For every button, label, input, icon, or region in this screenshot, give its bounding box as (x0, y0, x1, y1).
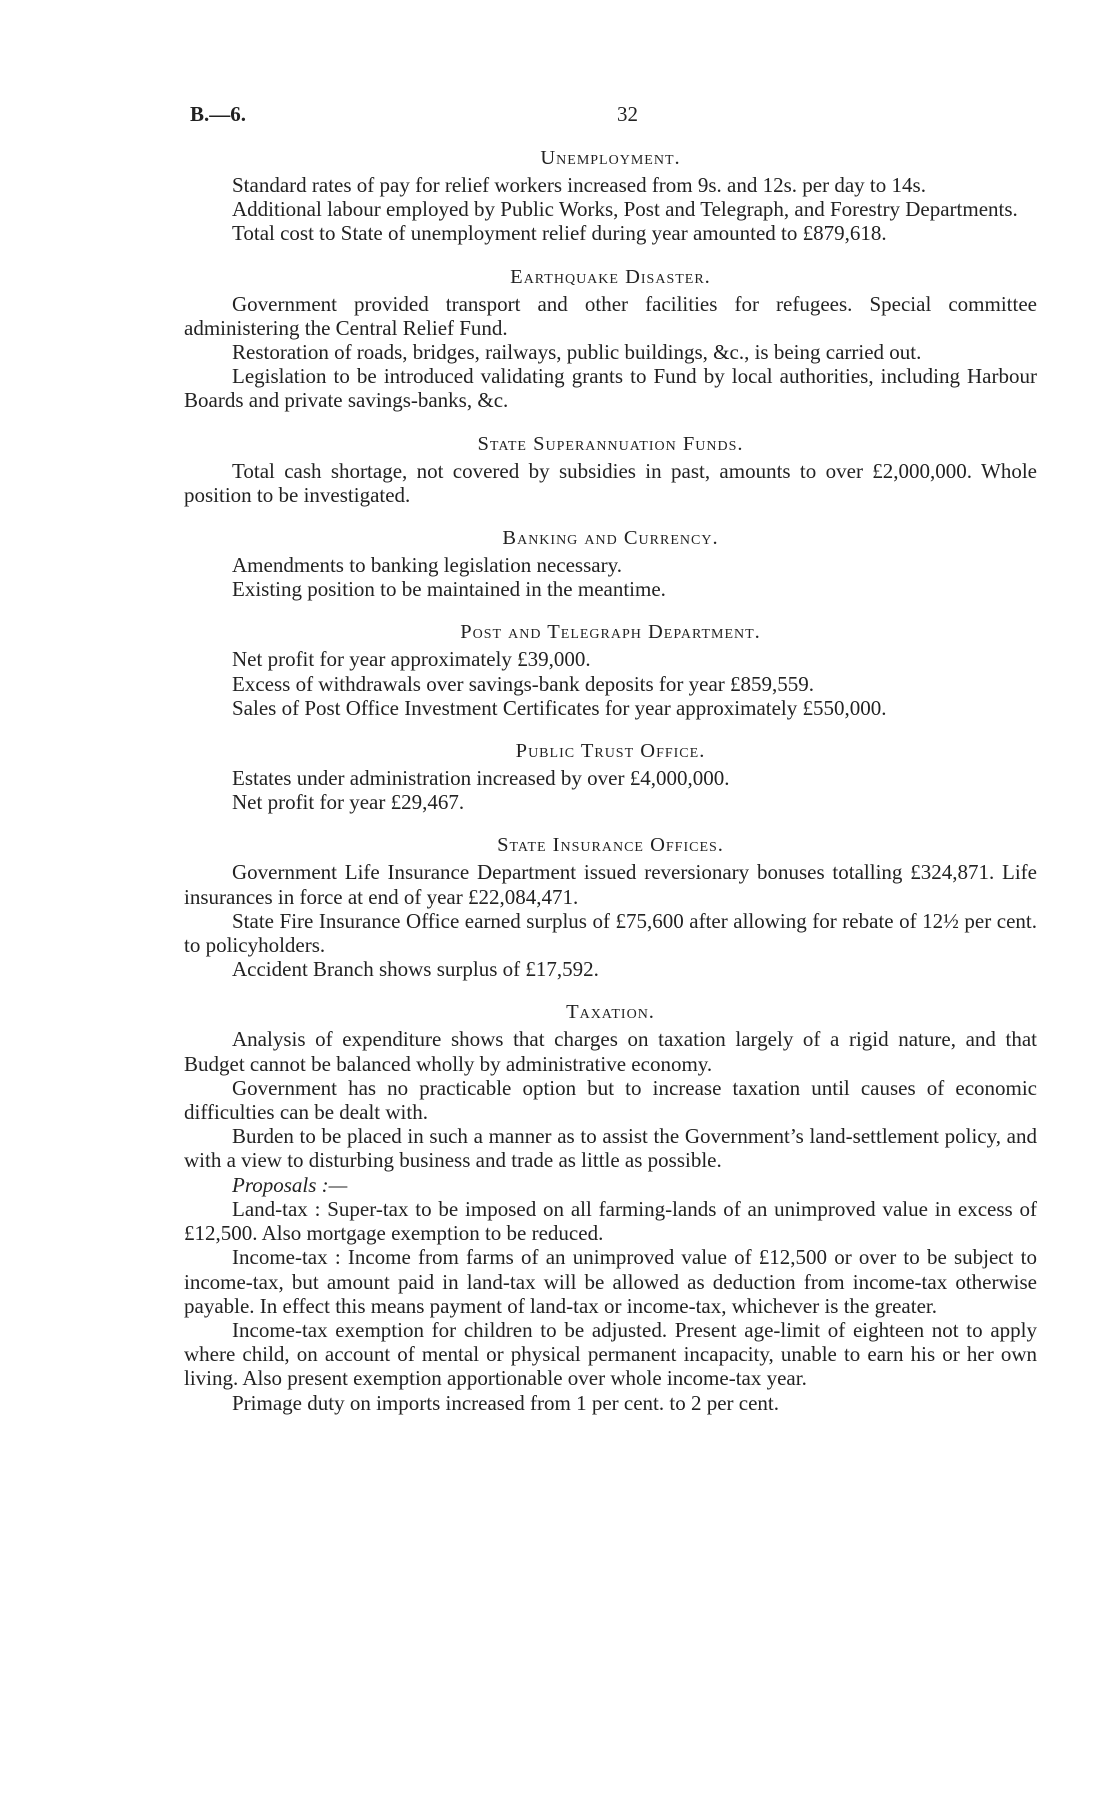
paragraph: Net profit for year approximately £39,000. (232, 647, 591, 672)
paragraph: Additional labour employed by Public Works, Post and Telegraph, and Forestry Departments. (232, 197, 1018, 222)
paragraph: Analysis of expenditure shows that charges on taxation largely of a rigid nature, and that Budget cannot be balanced wholly by administrative economy. (184, 1027, 1037, 1076)
section-heading: Public Trust Office. (515, 740, 706, 763)
paragraph: Net profit for year £29,467. (232, 790, 465, 815)
section-public-trust (184, 739, 1037, 814)
section-superannuation-funds (184, 432, 1037, 507)
paragraph: State Fire Insurance Office earned surplus of £75,600 after allowing for rebate of 12½ per cent. to policyholders. (184, 908, 1037, 958)
section-heading: Earthquake Disaster. (510, 265, 711, 288)
section-unemployment (184, 146, 1037, 246)
section-taxation (184, 1000, 1037, 1414)
section-heading: State Superannuation Funds. (477, 432, 744, 455)
paragraph: Government provided transport and other facilities for refugees. Special committee administering the Central Relief Fund. (184, 291, 1037, 340)
paragraph: Land-tax : Super-tax to be imposed on all farming-lands of an unimproved value in excess of £12,500. Also mortgage exemption to be reduced. (184, 1196, 1037, 1246)
section-state-insurance (184, 833, 1037, 981)
section-heading: State Insurance Offices. (497, 834, 724, 857)
paragraph: Standard rates of pay for relief workers increased from 9s. and 12s. per day to 14s. (232, 173, 926, 197)
section-post-telegraph (184, 620, 1037, 720)
paragraph: Amendments to banking legislation necessary. (232, 553, 622, 578)
paragraph: Total cost to State of unemployment relief during year amounted to £879,618. (232, 221, 887, 246)
page-header (190, 102, 1040, 132)
paragraph: Excess of withdrawals over savings-bank deposits for year £859,559. (232, 671, 815, 696)
paragraph: Restoration of roads, bridges, railways, public buildings, &c., is being carried out. (232, 340, 922, 365)
paragraph: Existing position to be maintained in the meantime. (232, 577, 666, 602)
paragraph: Burden to be placed in such a manner as to assist the Government’s land-settlement policy, and with a view to disturbing business and trade as little as possible. (184, 1124, 1037, 1173)
paragraph: Government Life Insurance Department issued reversionary bonuses totalling £324,871. Life insurances in force at end of year £22,084,471. (184, 860, 1037, 909)
proposals-label: Proposals :— (232, 1172, 348, 1197)
section-heading: Post and Telegraph Department. (460, 621, 761, 644)
paragraph: Income-tax : Income from farms of an unimproved value of £12,500 or over to be subject to income-tax, but amount paid in land-tax will be allowed as deduction from income-tax otherwise payable. In effect this means payment of land-tax or income-tax, whichever is the greater. (184, 1245, 1037, 1318)
section-earthquake-disaster (184, 265, 1037, 413)
paragraph: Sales of Post Office Investment Certificates for year approximately £550,000. (232, 695, 887, 720)
paragraph: Government has no practicable option but to increase taxation until causes of economic difficulties can be dealt with. (184, 1075, 1037, 1125)
paragraph: Estates under administration increased by over £4,000,000. (232, 766, 730, 791)
section-heading: Taxation. (566, 1001, 655, 1024)
paragraph: Primage duty on imports increased from 1 per cent. to 2 per cent. (232, 1390, 780, 1415)
paragraph: Legislation to be introduced validating grants to Fund by local authorities, including Harbour Boards and private savings-banks, &c. (184, 364, 1037, 413)
section-banking-currency (184, 526, 1037, 601)
section-heading: Banking and Currency. (502, 527, 719, 550)
document-body (184, 146, 1037, 1434)
section-heading: Unemployment. (540, 147, 681, 169)
paragraph: Income-tax exemption for children to be adjusted. Present age-limit of eighteen not to apply where child, on account of mental or physical permanent incapacity, unable to earn his or her own living. Also present exemption apportionable over whole income-tax year. (184, 1317, 1037, 1391)
paragraph: Total cash shortage, not covered by subsidies in past, amounts to over £2,000,000. Whole position to be investigated. (184, 458, 1037, 507)
page-number: 32 (617, 102, 638, 126)
document-code: B.—6. (190, 102, 247, 126)
paragraph: Accident Branch shows surplus of £17,592. (232, 957, 599, 982)
